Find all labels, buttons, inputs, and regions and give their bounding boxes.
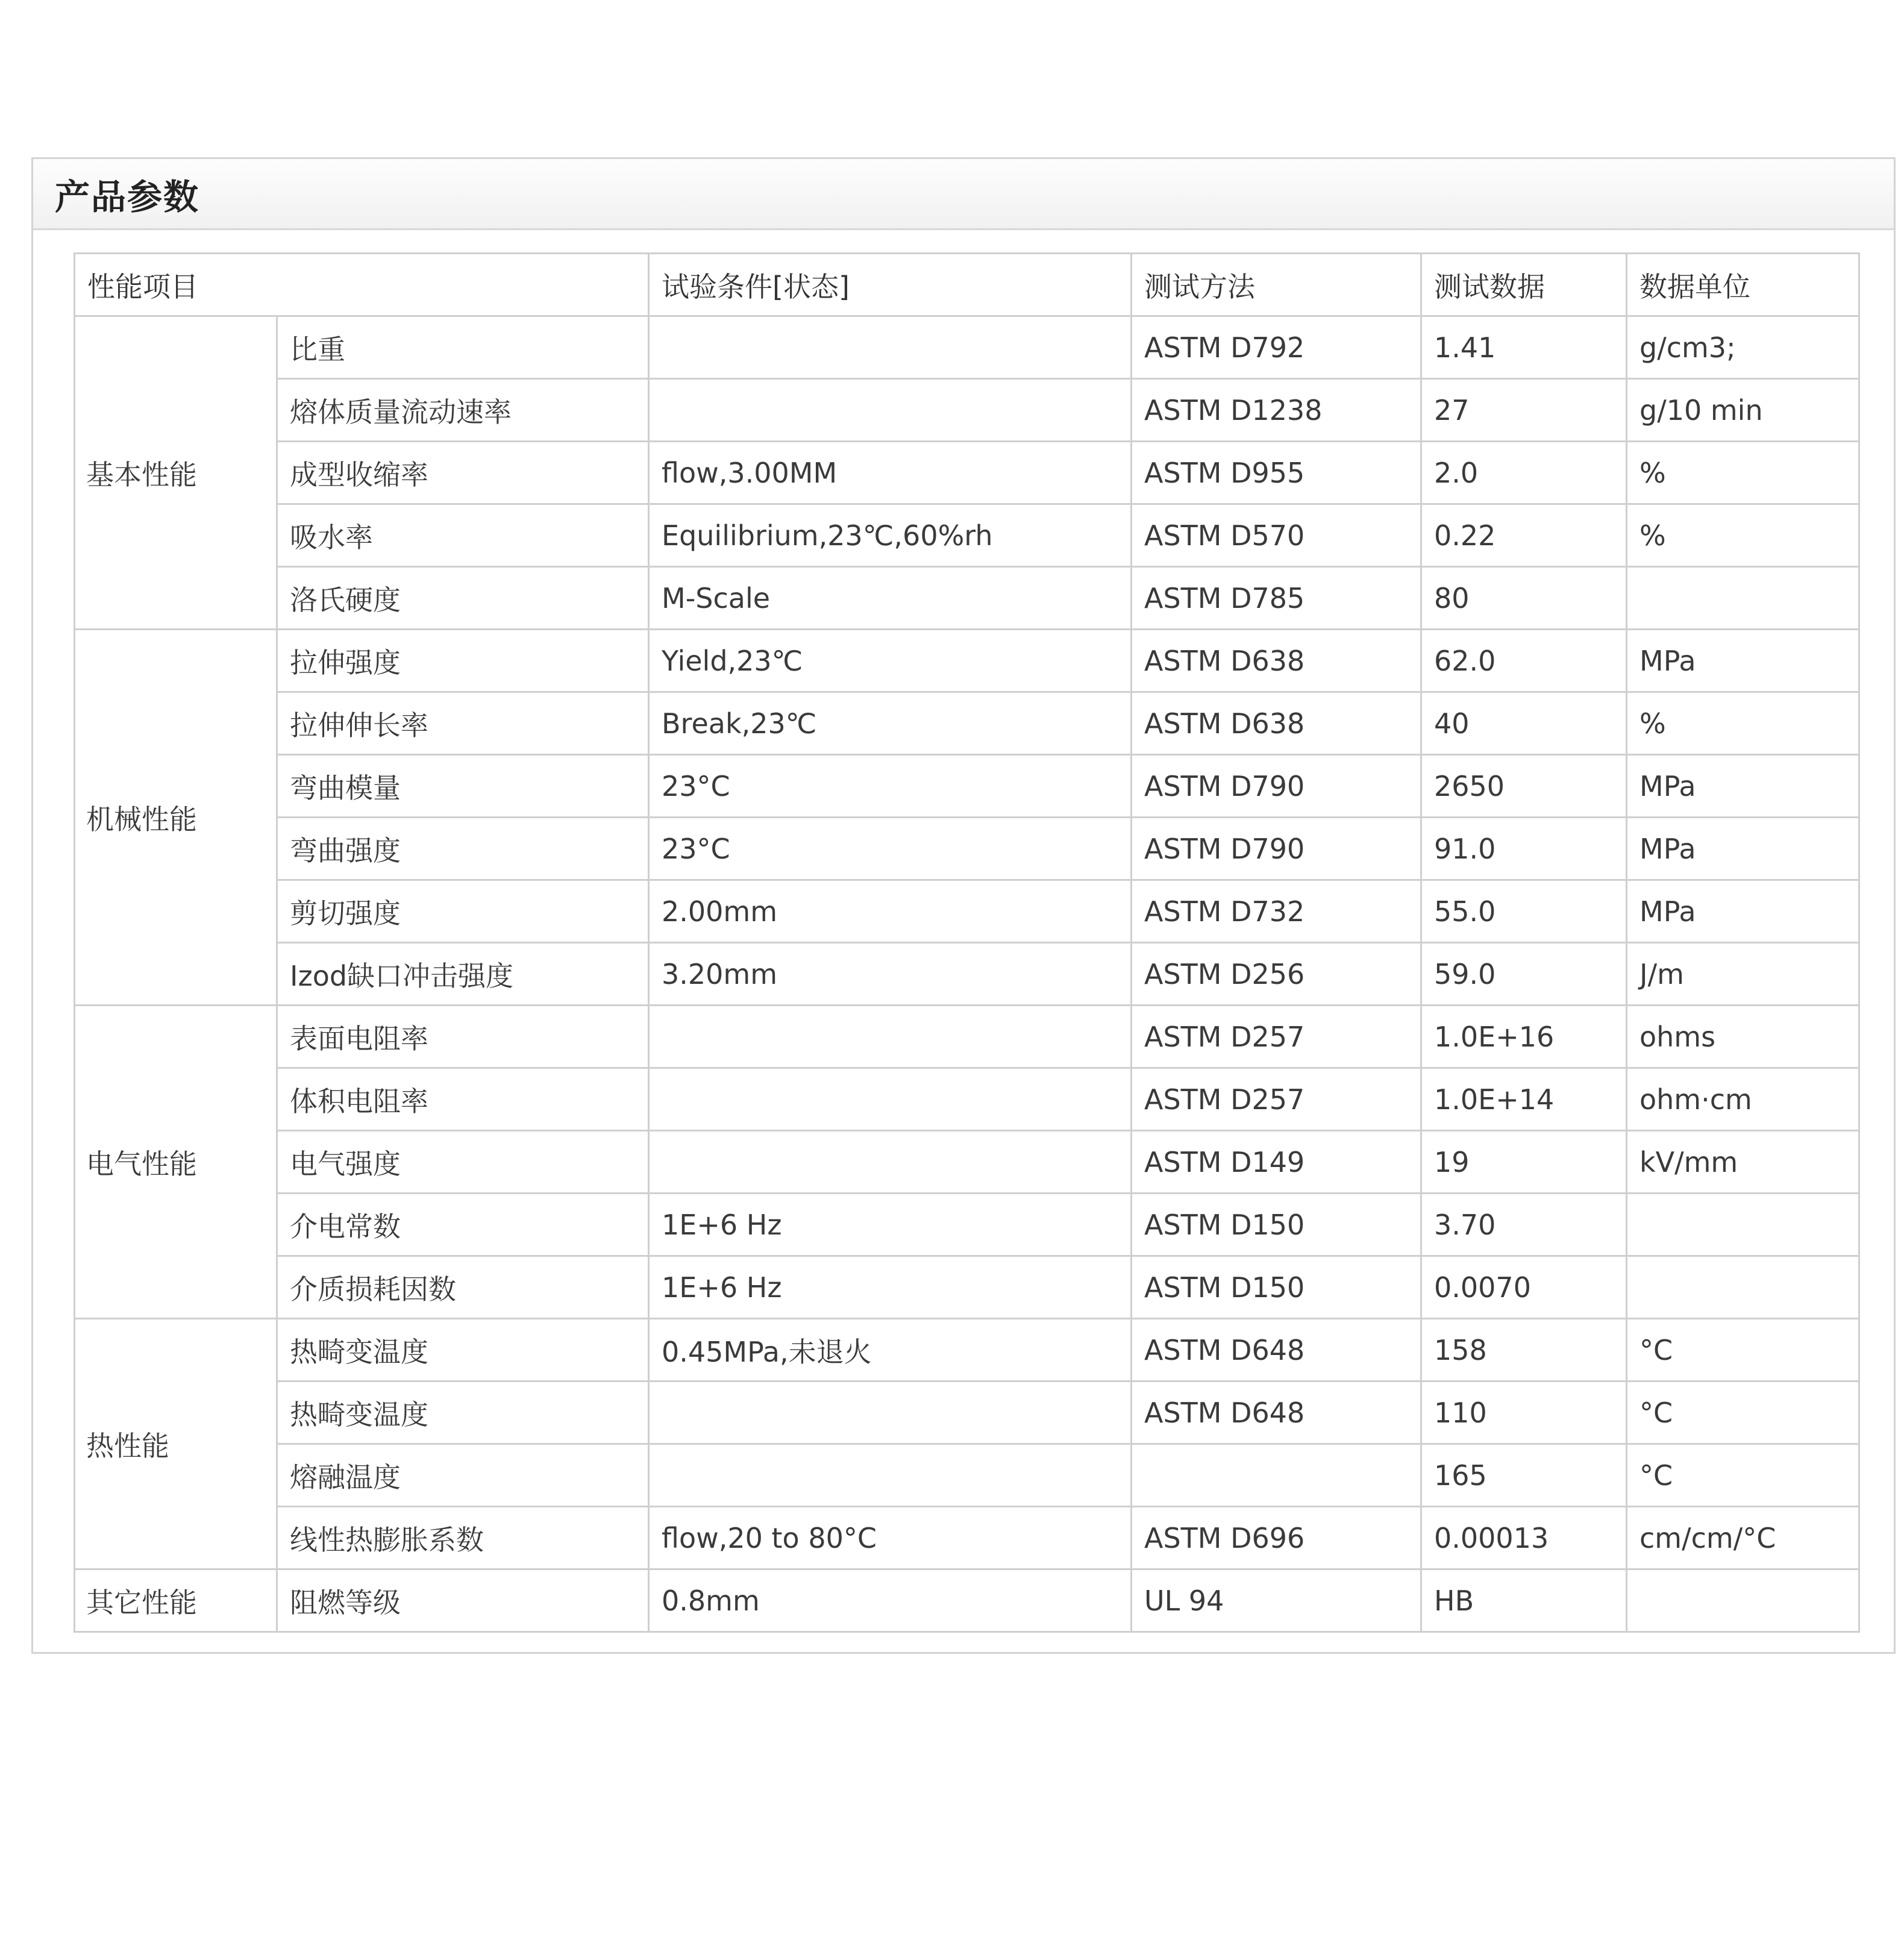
property-name-cell: 熔体质量流动速率 xyxy=(277,379,649,442)
property-name-cell: 电气强度 xyxy=(277,1131,649,1194)
table-row xyxy=(75,1194,1859,1256)
unit-cell: g/10 min xyxy=(1627,379,1859,442)
table-row xyxy=(75,504,1859,567)
condition-cell: 1E+6 Hz xyxy=(649,1256,1132,1319)
condition-cell: 1E+6 Hz xyxy=(649,1194,1132,1256)
unit-cell xyxy=(1627,1194,1859,1256)
table-row xyxy=(75,316,1859,379)
value-cell: 27 xyxy=(1421,379,1627,442)
panel-header xyxy=(33,159,1894,230)
condition-cell: 0.45MPa,未退火 xyxy=(649,1319,1132,1381)
condition-cell: Yield,23℃ xyxy=(649,630,1132,692)
value-cell: 0.00013 xyxy=(1421,1507,1627,1569)
value-cell: 0.0070 xyxy=(1421,1256,1627,1319)
unit-cell: MPa xyxy=(1627,818,1859,880)
condition-cell xyxy=(649,379,1132,442)
method-cell: ASTM D638 xyxy=(1132,630,1421,692)
table-row xyxy=(75,818,1859,880)
method-cell: ASTM D150 xyxy=(1132,1194,1421,1256)
panel-title: 产品参数 xyxy=(55,176,200,217)
value-cell: 1.0E+16 xyxy=(1421,1006,1627,1068)
unit-cell: ohm·cm xyxy=(1627,1068,1859,1131)
condition-cell xyxy=(649,1068,1132,1131)
property-name-cell: 洛氏硬度 xyxy=(277,567,649,630)
unit-cell: MPa xyxy=(1627,880,1859,943)
table-row xyxy=(75,1319,1859,1381)
unit-cell: % xyxy=(1627,504,1859,567)
method-cell: ASTM D648 xyxy=(1132,1319,1421,1381)
method-cell: ASTM D257 xyxy=(1132,1006,1421,1068)
condition-cell: 0.8mm xyxy=(649,1569,1132,1632)
table-row xyxy=(75,630,1859,692)
value-cell: 110 xyxy=(1421,1381,1627,1444)
group-label-cell: 电气性能 xyxy=(75,1006,277,1319)
value-cell: 80 xyxy=(1421,567,1627,630)
unit-cell: J/m xyxy=(1627,943,1859,1006)
condition-cell xyxy=(649,1131,1132,1194)
group-label-cell: 热性能 xyxy=(75,1319,277,1569)
condition-cell xyxy=(649,1381,1132,1444)
method-cell: ASTM D150 xyxy=(1132,1256,1421,1319)
property-name-cell: 线性热膨胀系数 xyxy=(277,1507,649,1569)
property-name-cell: 热畸变温度 xyxy=(277,1319,649,1381)
method-cell: ASTM D955 xyxy=(1132,442,1421,504)
header-cell-value: 测试数据 xyxy=(1421,254,1627,316)
table-row xyxy=(75,1131,1859,1194)
value-cell: 2650 xyxy=(1421,755,1627,818)
table-row xyxy=(75,1444,1859,1507)
condition-cell: Equilibrium,23℃,60%rh xyxy=(649,504,1132,567)
condition-cell: 23°C xyxy=(649,755,1132,818)
table-header-row xyxy=(75,254,1859,316)
unit-cell xyxy=(1627,567,1859,630)
value-cell: 1.41 xyxy=(1421,316,1627,379)
table-row xyxy=(75,1507,1859,1569)
unit-cell: % xyxy=(1627,442,1859,504)
value-cell: 158 xyxy=(1421,1319,1627,1381)
unit-cell: % xyxy=(1627,692,1859,755)
table-row xyxy=(75,1381,1859,1444)
method-cell: ASTM D790 xyxy=(1132,755,1421,818)
table-row xyxy=(75,943,1859,1006)
condition-cell: Break,23℃ xyxy=(649,692,1132,755)
table-row xyxy=(75,755,1859,818)
table-row xyxy=(75,880,1859,943)
table-row xyxy=(75,379,1859,442)
property-name-cell: 热畸变温度 xyxy=(277,1381,649,1444)
table-row xyxy=(75,1256,1859,1319)
header-cell-method: 测试方法 xyxy=(1132,254,1421,316)
header-cell-item: 性能项目 xyxy=(75,254,649,316)
property-name-cell: 弯曲强度 xyxy=(277,818,649,880)
table-row xyxy=(75,1068,1859,1131)
property-name-cell: 拉伸伸长率 xyxy=(277,692,649,755)
method-cell: ASTM D638 xyxy=(1132,692,1421,755)
unit-cell: ohms xyxy=(1627,1006,1859,1068)
property-name-cell: 弯曲模量 xyxy=(277,755,649,818)
property-name-cell: 拉伸强度 xyxy=(277,630,649,692)
value-cell: 59.0 xyxy=(1421,943,1627,1006)
table-row xyxy=(75,692,1859,755)
group-label-cell: 其它性能 xyxy=(75,1569,277,1632)
property-name-cell: 表面电阻率 xyxy=(277,1006,649,1068)
method-cell: ASTM D792 xyxy=(1132,316,1421,379)
unit-cell: g/cm3; xyxy=(1627,316,1859,379)
value-cell: 0.22 xyxy=(1421,504,1627,567)
property-name-cell: 阻燃等级 xyxy=(277,1569,649,1632)
unit-cell: MPa xyxy=(1627,630,1859,692)
property-name-cell: 吸水率 xyxy=(277,504,649,567)
value-cell: 165 xyxy=(1421,1444,1627,1507)
method-cell: ASTM D732 xyxy=(1132,880,1421,943)
property-name-cell: 介电常数 xyxy=(277,1194,649,1256)
method-cell: ASTM D257 xyxy=(1132,1068,1421,1131)
condition-cell xyxy=(649,316,1132,379)
unit-cell: °C xyxy=(1627,1381,1859,1444)
params-table xyxy=(74,252,1860,1633)
method-cell: ASTM D256 xyxy=(1132,943,1421,1006)
group-label-cell: 基本性能 xyxy=(75,316,277,630)
value-cell: 19 xyxy=(1421,1131,1627,1194)
value-cell: 3.70 xyxy=(1421,1194,1627,1256)
group-label-cell: 机械性能 xyxy=(75,630,277,1006)
condition-cell: 23°C xyxy=(649,818,1132,880)
product-params-panel xyxy=(31,157,1896,1654)
property-name-cell: 成型收缩率 xyxy=(277,442,649,504)
unit-cell: kV/mm xyxy=(1627,1131,1859,1194)
condition-cell: flow,20 to 80°C xyxy=(649,1507,1132,1569)
method-cell xyxy=(1132,1444,1421,1507)
method-cell: ASTM D696 xyxy=(1132,1507,1421,1569)
value-cell: 2.0 xyxy=(1421,442,1627,504)
table-row xyxy=(75,1006,1859,1068)
header-cell-unit: 数据单位 xyxy=(1627,254,1859,316)
method-cell: ASTM D1238 xyxy=(1132,379,1421,442)
unit-cell: MPa xyxy=(1627,755,1859,818)
value-cell: 55.0 xyxy=(1421,880,1627,943)
method-cell: ASTM D785 xyxy=(1132,567,1421,630)
method-cell: ASTM D648 xyxy=(1132,1381,1421,1444)
value-cell: 91.0 xyxy=(1421,818,1627,880)
property-name-cell: Izod缺口冲击强度 xyxy=(277,943,649,1006)
value-cell: HB xyxy=(1421,1569,1627,1632)
table-row xyxy=(75,1569,1859,1632)
method-cell: ASTM D570 xyxy=(1132,504,1421,567)
unit-cell xyxy=(1627,1256,1859,1319)
method-cell: ASTM D790 xyxy=(1132,818,1421,880)
method-cell: ASTM D149 xyxy=(1132,1131,1421,1194)
value-cell: 62.0 xyxy=(1421,630,1627,692)
table-row xyxy=(75,567,1859,630)
value-cell: 40 xyxy=(1421,692,1627,755)
property-name-cell: 体积电阻率 xyxy=(277,1068,649,1131)
unit-cell: °C xyxy=(1627,1444,1859,1507)
condition-cell: 2.00mm xyxy=(649,880,1132,943)
unit-cell xyxy=(1627,1569,1859,1632)
value-cell: 1.0E+14 xyxy=(1421,1068,1627,1131)
condition-cell: flow,3.00MM xyxy=(649,442,1132,504)
condition-cell xyxy=(649,1444,1132,1507)
header-cell-condition: 试验条件[状态] xyxy=(649,254,1132,316)
property-name-cell: 比重 xyxy=(277,316,649,379)
property-name-cell: 熔融温度 xyxy=(277,1444,649,1507)
condition-cell: M-Scale xyxy=(649,567,1132,630)
property-name-cell: 介质损耗因数 xyxy=(277,1256,649,1319)
method-cell: UL 94 xyxy=(1132,1569,1421,1632)
condition-cell xyxy=(649,1006,1132,1068)
unit-cell: cm/cm/°C xyxy=(1627,1507,1859,1569)
unit-cell: °C xyxy=(1627,1319,1859,1381)
params-table-body xyxy=(75,254,1859,1632)
property-name-cell: 剪切强度 xyxy=(277,880,649,943)
table-row xyxy=(75,442,1859,504)
condition-cell: 3.20mm xyxy=(649,943,1132,1006)
